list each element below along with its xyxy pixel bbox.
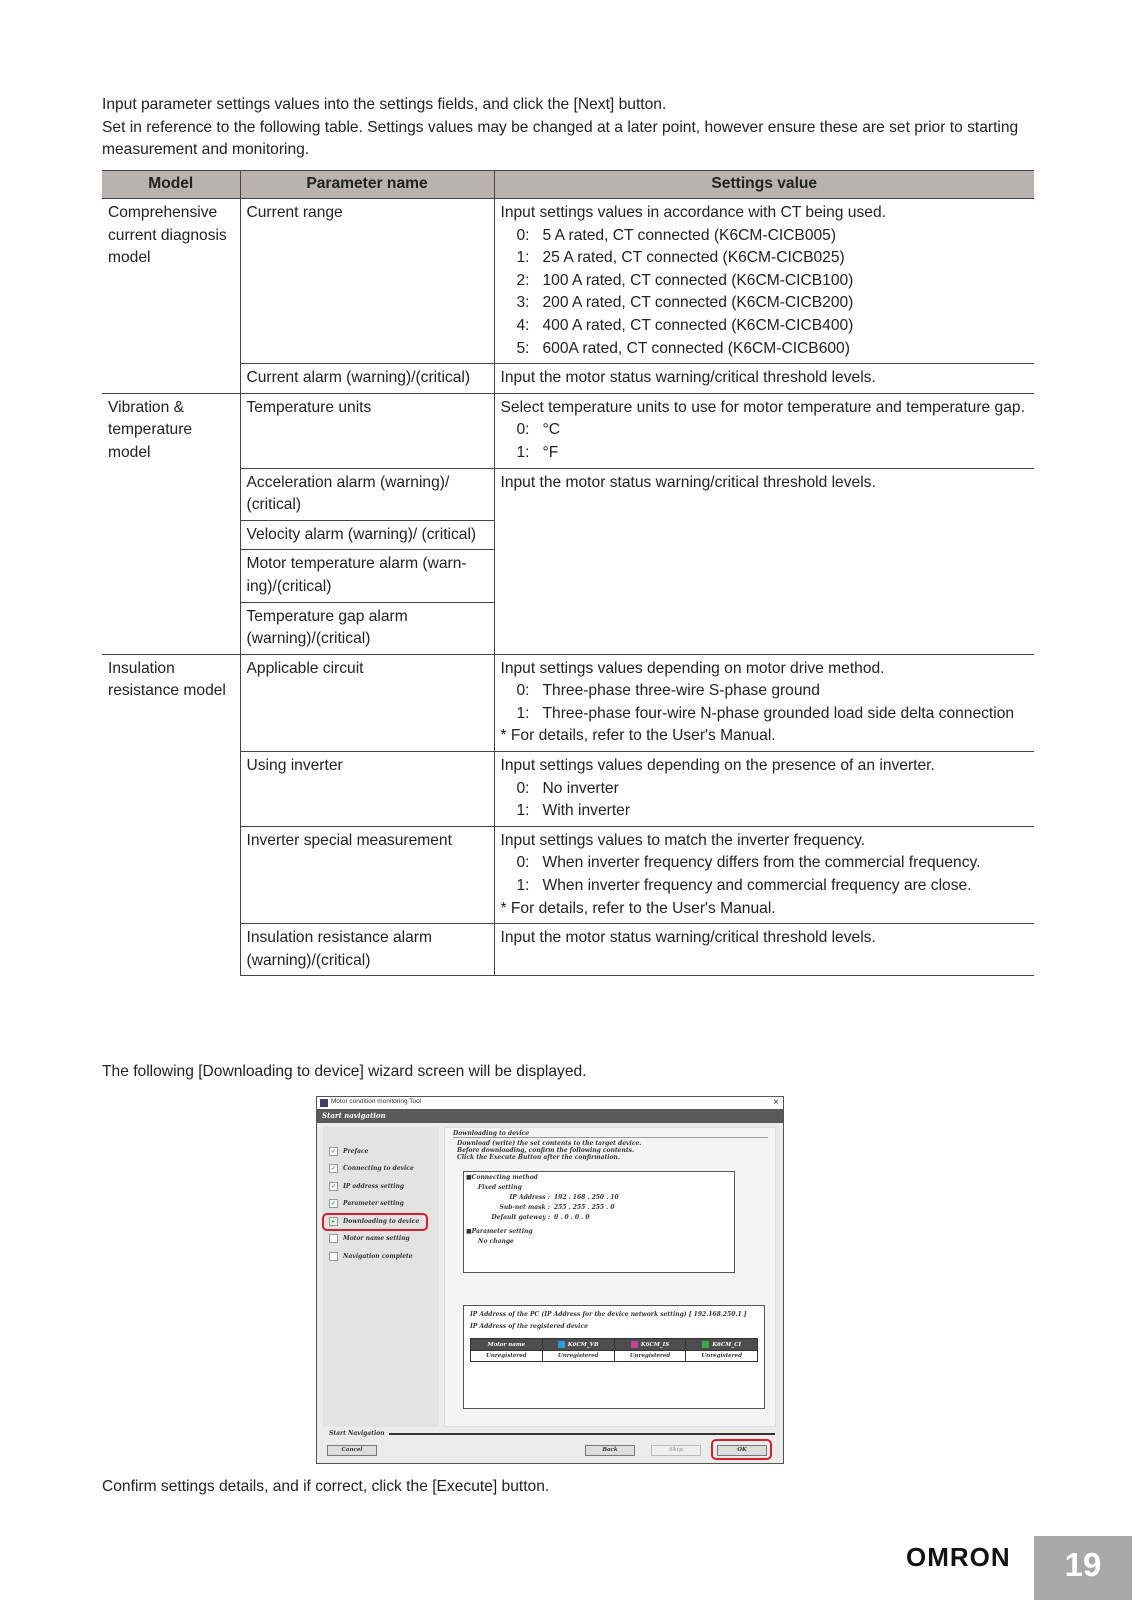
app-icon — [320, 1099, 328, 1107]
section-title: Downloading to device — [453, 1130, 529, 1137]
gateway-value: 0 . 0 . 0 . 0 — [554, 1214, 590, 1221]
skip-button[interactable]: Skip — [651, 1445, 701, 1456]
intro-line-1: Input parameter settings values into the settings fields, and click the [Next] button. — [102, 96, 667, 113]
registered-device-table — [470, 1338, 758, 1362]
pc-ip-label: IP Address of the PC (IP Address for the device network setting) [ 192.168.250.1 ] — [470, 1311, 747, 1318]
motor-name-header: Motor name — [471, 1339, 543, 1351]
param-using-inverter: Using inverter — [240, 752, 494, 827]
table-header-row — [102, 171, 1034, 199]
device-ci-header: K6CM_CI — [686, 1339, 758, 1351]
intro-line-2: Set in reference to the following table. Settings values may be changed at a later point, however ensure these are set prior to starting measurement and monitoring. — [102, 118, 1019, 158]
wizard-intro-text: The following [Downloading to device] wizard screen will be displayed. — [102, 1063, 587, 1080]
option-item: 1: With inverter — [516, 802, 631, 820]
window-titlebar — [317, 1097, 783, 1109]
start-navigation-label: Start Navigation — [329, 1430, 385, 1437]
fixed-setting-label: Fixed setting — [478, 1184, 522, 1191]
highlight-ok-button — [711, 1439, 772, 1460]
checked-icon: ✓ — [330, 1165, 337, 1172]
param-acceleration-alarm: Acceleration alarm (warning)/ (critical) — [240, 468, 494, 520]
option-item: 0: 5 A rated, CT connected (K6CM-CICB005) — [516, 226, 837, 244]
value-temperature-units: Select temperature units to use for motor temperature and temperature gap. 0: °C 1: °F — [494, 393, 1034, 468]
registered-ip-label: IP Address of the registered device — [470, 1323, 588, 1330]
option-item: 1: Three-phase four-wire N-phase grounded load side delta connection — [516, 704, 1015, 722]
table-row — [102, 199, 1034, 364]
option-item: 1: °F — [516, 443, 559, 461]
checked-icon: ✓ — [330, 1200, 337, 1207]
param-insulation-alarm: Insulation resistance alarm (warning)/(critical) — [240, 924, 494, 976]
value-vibration-threshold: Input the motor status warning/critical threshold levels. — [494, 468, 1034, 654]
step-connecting: ✓ Connecting to device — [330, 1165, 414, 1172]
wizard-screenshot — [316, 1096, 784, 1464]
option-item: 0: No inverter — [516, 779, 619, 797]
step-downloading: ▸ Downloading to device — [329, 1217, 419, 1229]
table-row — [102, 393, 1034, 468]
table-row — [102, 924, 1034, 976]
value-current-range: Input settings values in accordance with CT being used. 0: 5 A rated, CT connected (K6CM-CICB005) 1: 25 A rated, CT connected (K6CM-CICB025) 2: 100 A rated, CT connected (K6CM-CICB100) 3: 200 A rated, CT connected (K6CM-CICB200) 4: 400 A rated, CT connected (K6CM-CICB400) 5: 600A rated, CT connected (K6CM-CICB600) — [494, 199, 1034, 364]
instructions: Download (write) the set contents to the target device. Before downloading, confirm the following contents. Click the Execute Button after the confirmation. — [457, 1140, 642, 1161]
current-step-icon: ▸ — [329, 1217, 338, 1226]
connecting-method-label: ■Connecting method — [466, 1174, 538, 1181]
header-parameter-name: Parameter name — [240, 171, 494, 199]
param-current-alarm: Current alarm (warning)/(critical) — [240, 364, 494, 394]
device-vb-header: K6CM_VB — [542, 1339, 614, 1351]
page-number-box — [1034, 1536, 1132, 1600]
value-current-alarm: Input the motor status warning/critical threshold levels. — [494, 364, 1034, 394]
table-row — [102, 752, 1034, 827]
step-preface: ✓ Preface — [330, 1148, 369, 1155]
option-item: 2: 100 A rated, CT connected (K6CM-CICB100) — [516, 271, 854, 289]
value-insulation-alarm: Input the motor status warning/critical threshold levels. — [494, 924, 1034, 976]
confirm-text: Confirm settings details, and if correct, click the [Execute] button. — [102, 1478, 550, 1495]
footer-divider — [389, 1433, 775, 1435]
option-item: 0: °C — [516, 421, 560, 439]
param-temperature-units: Temperature units — [240, 393, 494, 468]
checked-icon: ✓ — [330, 1183, 337, 1190]
ip-address-label: IP Address : — [509, 1194, 550, 1201]
param-motor-temperature-alarm: Motor temperature alarm (warn- ing)/(critical) — [240, 550, 494, 602]
current-device-icon — [702, 1341, 709, 1348]
nav-header: Start navigation — [317, 1109, 783, 1123]
manual-note: * For details, refer to the User's Manual. — [500, 899, 776, 917]
checked-icon: ✓ — [330, 1148, 337, 1155]
unchecked-icon — [329, 1234, 338, 1243]
model-comprehensive: Comprehensive current diagnosis model — [108, 204, 227, 267]
option-item: 4: 400 A rated, CT connected (K6CM-CICB400) — [516, 316, 854, 334]
option-item: 5: 600A rated, CT connected (K6CM-CICB600) — [516, 339, 850, 357]
no-change-label: No change — [478, 1238, 514, 1245]
value-inverter-special: Input settings values to match the inverter frequency. 0: When inverter frequency differs from the commercial frequency. 1: When inverter frequency and commercial frequency are close. * For details, refer to the User's Manual. — [494, 826, 1034, 923]
cancel-button[interactable]: Cancel — [327, 1445, 377, 1456]
option-item: 3: 200 A rated, CT connected (K6CM-CICB200) — [516, 294, 854, 312]
table-row — [102, 826, 1034, 923]
table-row — [102, 468, 1034, 520]
model-insulation: Insulation resistance model — [102, 654, 240, 976]
manual-note: * For details, refer to the User's Manual. — [500, 727, 776, 745]
option-item: 0: Three-phase three-wire S-phase ground — [516, 682, 820, 700]
ip-address-value: 192 . 168 . 250 . 10 — [554, 1194, 619, 1201]
intro-text — [102, 94, 1038, 162]
step-ip-address: ✓ IP address setting — [330, 1183, 405, 1190]
device-is-header: K6CM_IS — [614, 1339, 686, 1351]
table-row: Unregistered Unregistered Unregistered Unregistered — [471, 1351, 758, 1362]
ok-button[interactable]: OK — [717, 1445, 767, 1456]
unchecked-icon — [329, 1252, 338, 1261]
gateway-label: Default gateway : — [491, 1214, 550, 1221]
insulation-device-icon — [631, 1341, 638, 1348]
value-using-inverter: Input settings values depending on the presence of an inverter. 0: No inverter 1: With inverter — [494, 752, 1034, 827]
header-settings-value: Settings value — [494, 171, 1034, 199]
step-parameter: ✓ Parameter setting — [330, 1200, 404, 1207]
vibration-device-icon — [558, 1341, 565, 1348]
close-icon[interactable]: × — [773, 1097, 779, 1108]
step-motor-name: Motor name setting — [329, 1234, 410, 1246]
table-row — [102, 654, 1034, 751]
header-model: Model — [102, 171, 240, 199]
value-applicable-circuit: Input settings values depending on motor drive method. 0: Three-phase three-wire S-phase ground 1: Three-phase four-wire N-phase grounded load side delta connection * For details, refer to the User's Manual. — [494, 654, 1034, 751]
param-temperature-gap-alarm: Temperature gap alarm (warning)/(critical) — [240, 602, 494, 654]
option-item: 1: When inverter frequency and commercial frequency are close. — [516, 877, 972, 895]
param-inverter-special: Inverter special measurement — [240, 826, 494, 923]
step-navigation-complete: Navigation complete — [329, 1252, 413, 1264]
param-applicable-circuit: Applicable circuit — [240, 654, 494, 751]
parameter-setting-label: ■Parameter setting — [466, 1228, 533, 1235]
option-item: 1: 25 A rated, CT connected (K6CM-CICB025) — [516, 249, 845, 267]
table-row — [102, 364, 1034, 394]
settings-summary-box — [463, 1171, 735, 1273]
window-title: Motor condition monitoring Tool — [331, 1098, 422, 1105]
param-velocity-alarm: Velocity alarm (warning)/ (critical) — [240, 520, 494, 550]
highlight-current-step — [322, 1213, 428, 1231]
parameter-table — [102, 170, 1034, 976]
param-current-range: Current range — [240, 199, 494, 364]
step-list — [323, 1127, 439, 1427]
back-button[interactable]: Back — [585, 1445, 635, 1456]
option-item: 0: When inverter frequency differs from the commercial frequency. — [516, 854, 981, 872]
registered-device-box — [463, 1305, 765, 1409]
subnet-mask-value: 255 . 255 . 255 . 0 — [554, 1204, 615, 1211]
subnet-mask-label: Sub-net mask : — [499, 1204, 550, 1211]
page-number: 19 — [1064, 1546, 1102, 1583]
model-vibration: Vibration & temperature model — [102, 393, 240, 654]
